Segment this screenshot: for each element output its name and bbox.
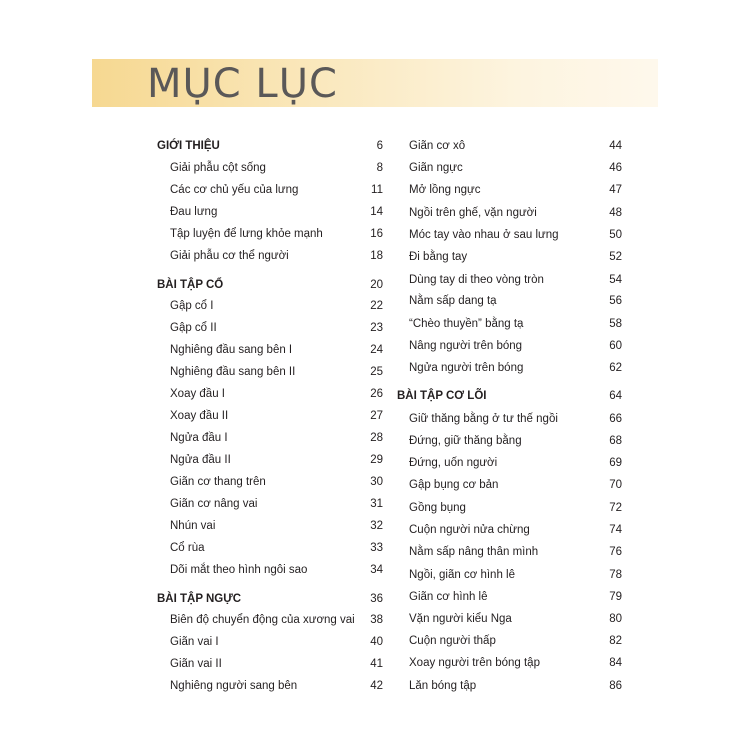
entry-title: Nằm sấp nâng thân mình <box>409 546 539 558</box>
entry-title: Mở lồng ngực <box>409 184 481 196</box>
entry-title: Gập cổ I <box>170 300 214 312</box>
page-number: 54 <box>609 274 622 286</box>
toc-entry <box>409 476 622 494</box>
entry-title: Nằm sấp dang tạ <box>409 295 497 307</box>
toc-entry <box>170 225 383 243</box>
entry-title: Gập cổ II <box>170 322 217 334</box>
page-number: 40 <box>370 636 383 648</box>
toc-entry <box>170 611 383 629</box>
page-number: 42 <box>370 680 383 692</box>
entry-title: Cuộn người nửa chừng <box>409 524 530 536</box>
entry-title: Nâng người trên bóng <box>409 340 523 352</box>
section-title: BÀI TẬP CƠ LÕI <box>397 390 487 402</box>
entry-title: Biên độ chuyển động của xương vai <box>170 614 355 626</box>
entry-title: Lăn bóng tập <box>409 680 477 692</box>
toc-entry <box>170 429 383 447</box>
page-number: 50 <box>609 229 622 241</box>
toc-entry <box>170 451 383 469</box>
page-number: 38 <box>370 614 383 626</box>
entry-title: Các cơ chủ yếu của lưng <box>170 184 299 196</box>
page-number: 41 <box>370 658 383 670</box>
toc-entry <box>170 561 383 579</box>
entry-title: Dùng tay di theo vòng tròn <box>409 274 544 286</box>
page-number: 31 <box>370 498 383 510</box>
page-number: 69 <box>609 457 622 469</box>
toc-entry <box>409 588 622 606</box>
entry-title: Giãn vai I <box>170 636 219 648</box>
entry-title: Cổ rùa <box>170 542 205 554</box>
page-number: 14 <box>370 206 383 218</box>
toc-entry <box>409 410 622 428</box>
toc-entry <box>409 543 622 561</box>
toc-entry <box>409 359 622 377</box>
entry-title: Tập luyện để lưng khỏe mạnh <box>170 228 323 240</box>
page-number: 78 <box>609 569 622 581</box>
page-number: 30 <box>370 476 383 488</box>
toc-entry <box>170 407 383 425</box>
section-title: GIỚI THIỆU <box>157 140 220 152</box>
entry-title: Xoay đầu I <box>170 388 225 400</box>
page-number: 79 <box>609 591 622 603</box>
page-number: 32 <box>370 520 383 532</box>
toc-entry <box>409 432 622 450</box>
page-number: 76 <box>609 546 622 558</box>
entry-title: Móc tay vào nhau ở sau lưng <box>409 229 559 241</box>
page-number: 44 <box>609 140 622 152</box>
entry-title: Gồng bụng <box>409 502 466 514</box>
entry-title: Ngồi trên ghế, vặn người <box>409 207 537 219</box>
page-number: 60 <box>609 340 622 352</box>
title-banner <box>92 59 658 107</box>
page-number: 82 <box>609 635 622 647</box>
toc-entry <box>409 654 622 672</box>
entry-title: Nghiêng đầu sang bên II <box>170 366 296 378</box>
entry-title: Ngửa đầu II <box>170 454 231 466</box>
page-number: 47 <box>609 184 622 196</box>
toc-section-heading <box>397 387 622 405</box>
toc-entry <box>170 203 383 221</box>
toc-entry <box>170 473 383 491</box>
entry-title: Đứng, uốn người <box>409 457 498 469</box>
entry-title: Giải phẫu cột sống <box>170 162 266 174</box>
page-number: 58 <box>609 318 622 330</box>
toc-entry <box>409 159 622 177</box>
toc-section-heading <box>157 137 383 155</box>
page-number: 86 <box>609 680 622 692</box>
toc-entry <box>409 226 622 244</box>
page-number: 28 <box>370 432 383 444</box>
page-number: 29 <box>370 454 383 466</box>
entry-title: Ngửa người trên bóng <box>409 362 524 374</box>
page-number: 84 <box>609 657 622 669</box>
toc-entry <box>409 137 622 155</box>
page-title: MỤC LỤC <box>147 61 338 107</box>
page-number: 33 <box>370 542 383 554</box>
entry-title: Xoay đầu II <box>170 410 229 422</box>
page-number: 66 <box>609 413 622 425</box>
page-number: 25 <box>370 366 383 378</box>
entry-title: Ngồi, giãn cơ hình lê <box>409 569 515 581</box>
page-number: 70 <box>609 479 622 491</box>
page-number: 48 <box>609 207 622 219</box>
section-title: BÀI TẬP NGỰC <box>157 593 242 605</box>
toc-entry <box>409 632 622 650</box>
entry-title: Cuộn người thấp <box>409 635 496 647</box>
entry-title: Vặn người kiểu Nga <box>409 613 512 625</box>
toc-section-heading <box>157 276 383 294</box>
page-number: 24 <box>370 344 383 356</box>
page-number: 16 <box>370 228 383 240</box>
entry-title: Giãn cơ xô <box>409 140 466 152</box>
entry-title: Đi bằng tay <box>409 251 468 263</box>
section-title: BÀI TẬP CỔ <box>157 279 224 291</box>
toc-entry <box>170 677 383 695</box>
toc-entry <box>170 159 383 177</box>
toc-entry <box>409 315 622 333</box>
toc-entry <box>409 181 622 199</box>
entry-title: Giãn cơ thang trên <box>170 476 266 488</box>
toc-entry <box>170 385 383 403</box>
toc-entry <box>170 181 383 199</box>
entry-title: Giải phẫu cơ thể người <box>170 250 289 262</box>
toc-entry <box>170 247 383 265</box>
entry-title: Nghiêng người sang bên <box>170 680 298 692</box>
page-number: 74 <box>609 524 622 536</box>
toc-entry <box>409 248 622 266</box>
entry-title: Nghiêng đầu sang bên I <box>170 344 293 356</box>
entry-title: Giãn ngực <box>409 162 463 174</box>
page-number: 68 <box>609 435 622 447</box>
toc-entry <box>170 495 383 513</box>
toc-entry <box>409 271 622 289</box>
page-number: 52 <box>609 251 622 263</box>
toc-entry <box>170 341 383 359</box>
entry-title: Nhún vai <box>170 520 216 532</box>
entry-title: Giữ thăng bằng ở tư thế ngồi <box>409 413 558 425</box>
toc-entry <box>170 297 383 315</box>
page-number: 27 <box>370 410 383 422</box>
toc-entry <box>409 521 622 539</box>
entry-title: Xoay người trên bóng tập <box>409 657 540 669</box>
entry-title: Dõi mắt theo hình ngôi sao <box>170 564 308 576</box>
entry-title: Giãn cơ hình lê <box>409 591 488 603</box>
toc-entry <box>409 454 622 472</box>
page-number: 64 <box>609 390 622 402</box>
page-number: 26 <box>370 388 383 400</box>
page-number: 56 <box>609 295 622 307</box>
page-number: 20 <box>370 279 383 291</box>
toc-entry <box>409 292 622 310</box>
toc-entry <box>409 337 622 355</box>
page-number: 34 <box>370 564 383 576</box>
entry-title: Ngửa đầu I <box>170 432 228 444</box>
toc-entry <box>170 539 383 557</box>
toc-entry <box>170 633 383 651</box>
entry-title: “Chèo thuyền” bằng tạ <box>409 318 524 330</box>
toc-entry <box>170 319 383 337</box>
page-number: 22 <box>370 300 383 312</box>
page-number: 36 <box>370 593 383 605</box>
entry-title: Đứng, giữ thăng bằng <box>409 435 522 447</box>
page-number: 72 <box>609 502 622 514</box>
page-number: 62 <box>609 362 622 374</box>
page-number: 6 <box>376 140 383 152</box>
toc-entry <box>170 363 383 381</box>
toc-entry <box>409 566 622 584</box>
toc-entry <box>409 499 622 517</box>
entry-title: Giãn vai II <box>170 658 222 670</box>
page-number: 11 <box>371 184 383 196</box>
page-number: 8 <box>376 162 383 174</box>
page-number: 23 <box>370 322 383 334</box>
toc-entry <box>409 677 622 695</box>
page-number: 80 <box>609 613 622 625</box>
toc-entry <box>409 204 622 222</box>
page-number: 18 <box>370 250 383 262</box>
toc-entry <box>170 655 383 673</box>
entry-title: Giãn cơ nâng vai <box>170 498 258 510</box>
toc-entry <box>409 610 622 628</box>
toc-entry <box>170 517 383 535</box>
entry-title: Đau lưng <box>170 206 218 218</box>
entry-title: Gập bụng cơ bản <box>409 479 499 491</box>
toc-section-heading <box>157 590 383 608</box>
page-number: 46 <box>609 162 622 174</box>
